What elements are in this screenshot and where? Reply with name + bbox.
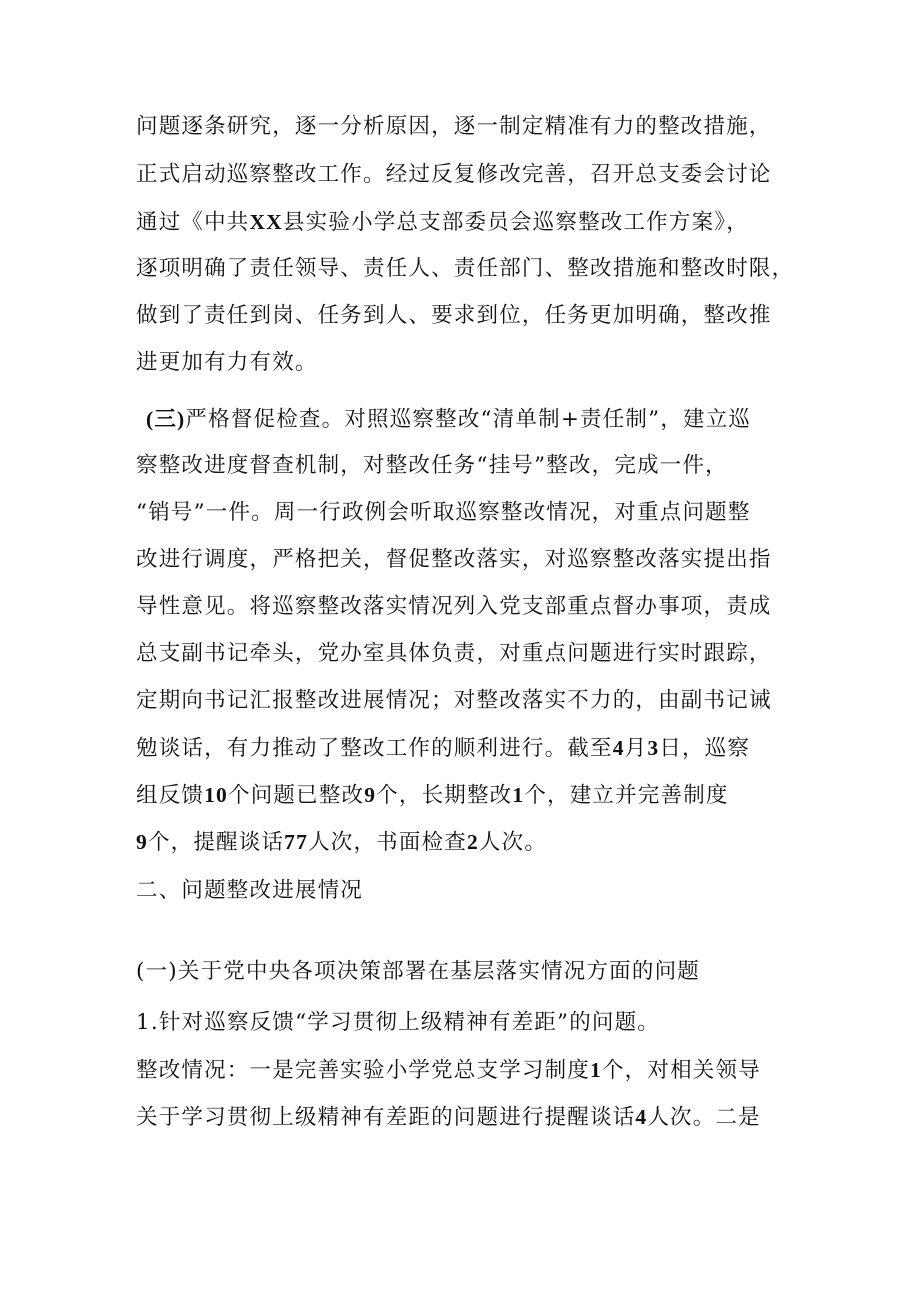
paragraph-2-line-1: (三)严格督促检查。对照巡察整改“清单制+责任制”，建立巡 xyxy=(146,407,752,432)
item-heading: 1.针对巡察反馈“学习贯彻上级精神有差距”的问题。 xyxy=(136,1010,660,1035)
subsection-heading: (一)关于党中央各项决策部署在基层落实情况方面的问题 xyxy=(136,959,700,984)
paragraph-2-line-2: 察整改进度督查机制，对整改任务“挂号”整改，完成一件， xyxy=(136,453,728,478)
paragraph-2-line-9: 组反馈10个问题已整改9个，长期整改1个，建立并完善制度 xyxy=(136,783,729,808)
paragraph-1-line-3: 通过《中共XX县实验小学总支部委员会巡察整改工作方案》， xyxy=(136,210,749,235)
paragraph-2-line-3: “销号”一件。周一行政例会听取巡察整改情况，对重点问题整 xyxy=(136,500,751,525)
paragraph-3-line-2: 关于学习贯彻上级精神有差距的问题进行提醒谈话4人次。二是 xyxy=(136,1105,761,1130)
paragraph-2-line-10: 9个，提醒谈话77人次，书面检查2人次。 xyxy=(136,830,548,855)
paragraph-3-line-1: 整改情况：一是完善实验小学党总支学习制度1个，对相关领导 xyxy=(136,1058,761,1083)
paragraph-2-line-7: 定期向书记汇报整改进展情况；对整改落实不力的，由副书记诫 xyxy=(136,688,772,713)
paragraph-2-line-4: 改进行调度，严格把关，督促整改落实，对巡察整改落实提出指 xyxy=(136,547,772,572)
paragraph-2-line-6: 总支副书记牵头，党办室具体负责，对重点问题进行实时跟踪， xyxy=(136,641,772,666)
section-heading: 二、问题整改进展情况 xyxy=(136,878,364,903)
paragraph-1-line-2: 正式启动巡察整改工作。经过反复修改完善，召开总支委会讨论 xyxy=(136,162,772,187)
paragraph-1-line-4: 逐项明确了责任领导、责任人、责任部门、整改措施和整改时限， xyxy=(136,256,795,281)
paragraph-1-line-6: 进更加有力有效。 xyxy=(136,350,318,375)
paragraph-1-line-5: 做到了责任到岗、任务到人、要求到位，任务更加明确，整改推 xyxy=(136,303,772,328)
paragraph-2-line-8: 勉谈话，有力推动了整改工作的顺利进行。截至4月3日，巡察 xyxy=(136,736,751,761)
paragraph-2-line-5: 导性意见。将巡察整改落实情况列入党支部重点督办事项，责成 xyxy=(136,594,772,619)
paragraph-1-line-1: 问题逐条研究，逐一分析原因，逐一制定精准有力的整改措施， xyxy=(136,114,772,139)
